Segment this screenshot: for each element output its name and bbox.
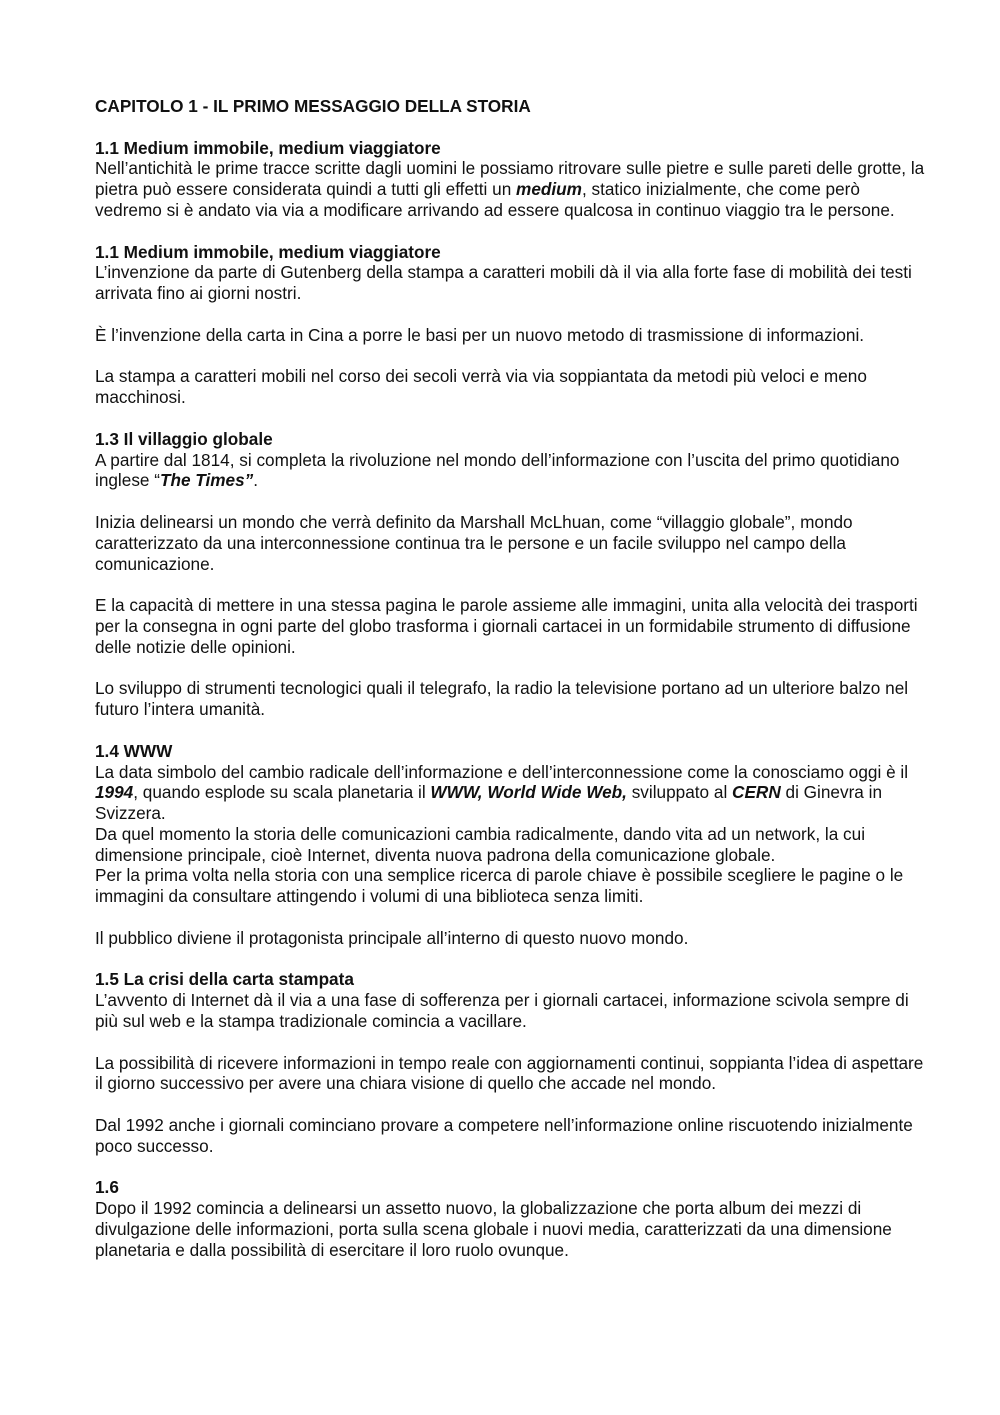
section-heading: 1.3 Il villaggio globale <box>95 428 273 449</box>
paragraph <box>95 450 925 492</box>
paragraph <box>95 158 925 220</box>
section-1-6 <box>95 1177 925 1260</box>
section-heading: 1.1 Medium immobile, medium viaggiatore <box>95 241 441 262</box>
paragraph: Dal 1992 anche i giornali cominciano provare a competere nell’informazione online riscuotendo inizialmente poco successo. <box>95 1115 913 1156</box>
text-run: . <box>253 470 259 491</box>
paragraph: È l’invenzione della carta in Cina a porre le basi per un nuovo metodo di trasmissione di informazioni. <box>95 324 865 345</box>
chapter-title: CAPITOLO 1 - IL PRIMO MESSAGGIO DELLA STORIA <box>95 96 531 116</box>
emphasis-text: 1994 <box>95 782 134 803</box>
text-run: Nell’antichità le prime tracce scritte dagli uomini le possiamo ritrovare sulle pietre e sulle pareti delle grotte, la pietra può essere considerata quindi a tutti gli effetti un <box>95 158 925 200</box>
emphasis-text: WWW, World Wide Web, <box>430 782 627 803</box>
text-run: A partire dal 1814, si completa la rivoluzione nel mondo dell’informazione con l’uscita del primo quotidiano inglese “ <box>95 449 900 491</box>
document-page <box>95 96 925 1281</box>
paragraph: La stampa a caratteri mobili nel corso dei secoli verrà via via soppiantata da metodi più veloci e meno macchinosi. <box>95 366 867 408</box>
text-run: sviluppato al <box>626 782 733 803</box>
section-1-4 <box>95 741 925 949</box>
paragraph: Per la prima volta nella storia con una semplice ricerca di parole chiave è possibile scegliere le pagine o le immagini da consultare attingendo i volumi di una biblioteca senza limiti. <box>95 865 904 907</box>
paragraph: L’invenzione da parte di Gutenberg della stampa a caratteri mobili dà il via alla forte fase di mobilità dei testi arrivata fino ai giorni nostri. <box>95 262 912 304</box>
paragraph: E la capacità di mettere in una stessa pagina le parole assieme alle immagini, unita alla velocità dei trasporti per la consegna in ogni parte del globo trasforma i giornali cartacei in un formidabile strumento di diffusione delle notizie delle opinioni. <box>95 595 918 657</box>
section-1-1-b <box>95 242 925 408</box>
paragraph: Inizia delinearsi un mondo che verrà definito da Marshall McLhuan, come “villaggio globale”, mondo caratterizzato da una interconnessione continua tra le persone e un facile sviluppo nel campo della comunicazione. <box>95 511 853 574</box>
paragraph: Il pubblico diviene il protagonista principale all’interno di questo nuovo mondo. <box>95 927 689 948</box>
paragraph: La possibilità di ricevere informazioni in tempo reale con aggiornamenti continui, soppianta l’idea di aspettare il giorno successivo per avere una chiara visione di quello che accade nel mondo. <box>95 1052 924 1094</box>
text-run: , quando esplode su scala planetaria il <box>133 782 431 803</box>
section-heading: 1.5 La crisi della carta stampata <box>95 969 354 990</box>
section-1-1-a <box>95 138 925 221</box>
paragraph: Lo sviluppo di strumenti tecnologici quali il telegrafo, la radio la televisione portano ad un ulteriore balzo nel futuro l’intera umanità. <box>95 678 909 720</box>
paragraph: L’avvento di Internet dà il via a una fase di sofferenza per i giornali cartacei, informazione scivola sempre di più sul web e la stampa tradizionale comincia a vacillare. <box>95 990 909 1032</box>
section-heading: 1.6 <box>95 1177 119 1198</box>
text-run: La data simbolo del cambio radicale dell’informazione e dell’interconnessione come la conosciamo oggi è il <box>95 761 909 782</box>
paragraph: Dopo il 1992 comincia a delinearsi un assetto nuovo, la globalizzazione che porta album dei mezzi di divulgazione delle informazioni, porta sulla scena globale i nuovi media, caratterizzati da una dimensione planetaria e dalla possibilità di esercitare il loro ruolo ovunque. <box>95 1198 892 1260</box>
section-1-5 <box>95 969 925 1156</box>
section-heading: 1.1 Medium immobile, medium viaggiatore <box>95 137 441 158</box>
emphasis-text: medium <box>516 179 582 200</box>
text-run: di Ginevra in Svizzera. <box>95 782 883 824</box>
section-1-3 <box>95 429 925 720</box>
emphasis-text: The Times” <box>159 470 254 491</box>
text-run: , statico inizialmente, che come però vedremo si è andato via via a modificare arrivando ad essere qualcosa in continuo viaggio tra le persone. <box>95 179 895 220</box>
emphasis-text: CERN <box>732 782 781 803</box>
paragraph <box>95 762 925 824</box>
paragraph: Da quel momento la storia delle comunicazioni cambia radicalmente, dando vita ad un network, la cui dimensione principale, cioè Internet, diventa nuova padrona della comunicazione globale. <box>95 823 866 865</box>
section-heading: 1.4 WWW <box>95 740 173 761</box>
